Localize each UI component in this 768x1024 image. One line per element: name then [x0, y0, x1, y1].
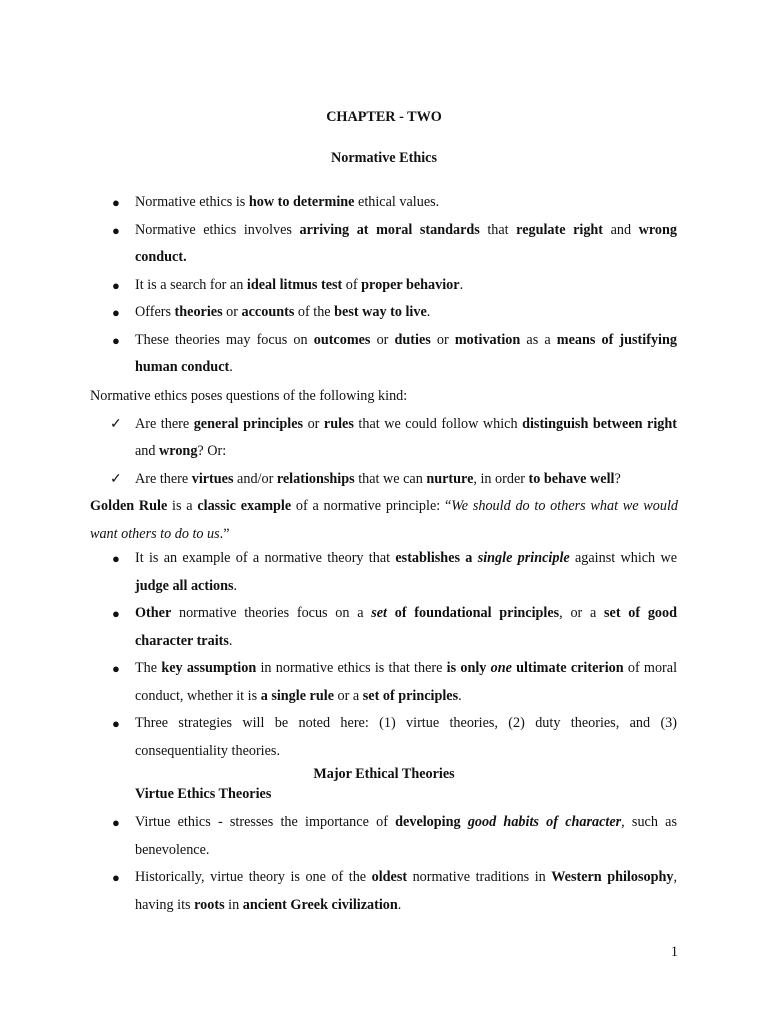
bullet-text: It is an example of a normative theory that establishes a single principle against which we judge all actions.: [135, 550, 677, 594]
bullet-icon: ●: [112, 332, 120, 348]
bullet-item: [0, 864, 768, 919]
bullet-icon: ●: [112, 551, 120, 566]
checkmark-icon: ✓: [110, 416, 122, 432]
bullet-icon: ●: [112, 195, 120, 210]
question-item: [0, 466, 768, 494]
bullet-icon: ●: [112, 222, 120, 238]
bullet-text: Historically, virtue theory is one of the oldest normative traditions in Western philosophy, having its roots in ancient Greek civilization.: [135, 869, 677, 913]
virtue-bullet-list: [0, 809, 768, 919]
chapter-subtitle: Normative Ethics: [331, 150, 437, 166]
bullet-text: Offers theories or accounts of the best way to live.: [135, 304, 431, 320]
bullet-text: Other normative theories focus on a set of foundational principles, or a set of good character traits.: [135, 605, 677, 649]
bullet-item: [0, 189, 768, 217]
bullet-icon: ●: [112, 815, 120, 830]
bullet-icon: ●: [112, 661, 120, 676]
bullet-icon: ●: [112, 716, 120, 731]
bullet-item: [0, 710, 768, 765]
questions-intro: Normative ethics poses questions of the following kind:: [90, 388, 408, 404]
bullet-item: [0, 327, 768, 382]
chapter-title: CHAPTER - TWO: [326, 109, 442, 125]
bullet-text: Normative ethics involves arriving at moral standards that regulate right and wrong conduct.: [135, 221, 677, 265]
golden-rule-paragraph: Golden Rule is a classic example of a normative principle: “We should do to others what we would want others to do to us.”: [90, 498, 678, 542]
bullet-icon: ●: [112, 277, 120, 293]
bullet-icon: ●: [112, 870, 120, 885]
bullet-item: [0, 809, 768, 864]
bullet-item: [0, 600, 768, 655]
bullet-icon: ●: [112, 305, 120, 320]
bullet-item: [0, 655, 768, 710]
intro-bullet-list: [0, 189, 768, 382]
question-text: Are there general principles or rules that we could follow which distinguish between right and wrong? Or:: [135, 415, 677, 459]
questions-section: [0, 383, 768, 548]
bullet-icon: ●: [112, 606, 120, 621]
bullet-item: [0, 299, 768, 327]
bullet-text: These theories may focus on outcomes or duties or motivation as a means of justifying human conduct.: [135, 331, 677, 375]
bullet-text: Virtue ethics - stresses the importance of developing good habits of character, such as benevolence.: [135, 814, 677, 858]
section-heading: Major Ethical Theories: [313, 766, 455, 782]
bullet-text: It is a search for an ideal litmus test of proper behavior.: [135, 276, 464, 293]
theory-bullet-list: [0, 545, 768, 765]
checkmark-icon: ✓: [110, 471, 122, 487]
page-number: 1: [670, 944, 678, 960]
question-item: [0, 411, 768, 466]
subsection-heading: Virtue Ethics Theories: [135, 786, 272, 802]
bullet-item: [0, 217, 768, 272]
bullet-text: Normative ethics is how to determine ethical values.: [135, 194, 440, 210]
bullet-text: The key assumption in normative ethics is that there is only one ultimate criterion of moral conduct, whether it is a single rule or a set of principles.: [135, 660, 678, 704]
bullet-item: [0, 545, 768, 600]
bullet-text: Three strategies will be noted here: (1) virtue theories, (2) duty theories, and (3) consequentiality theories.: [135, 715, 677, 759]
question-text: Are there virtues and/or relationships that we can nurture, in order to behave well?: [135, 470, 621, 487]
bullet-item: [0, 272, 768, 300]
